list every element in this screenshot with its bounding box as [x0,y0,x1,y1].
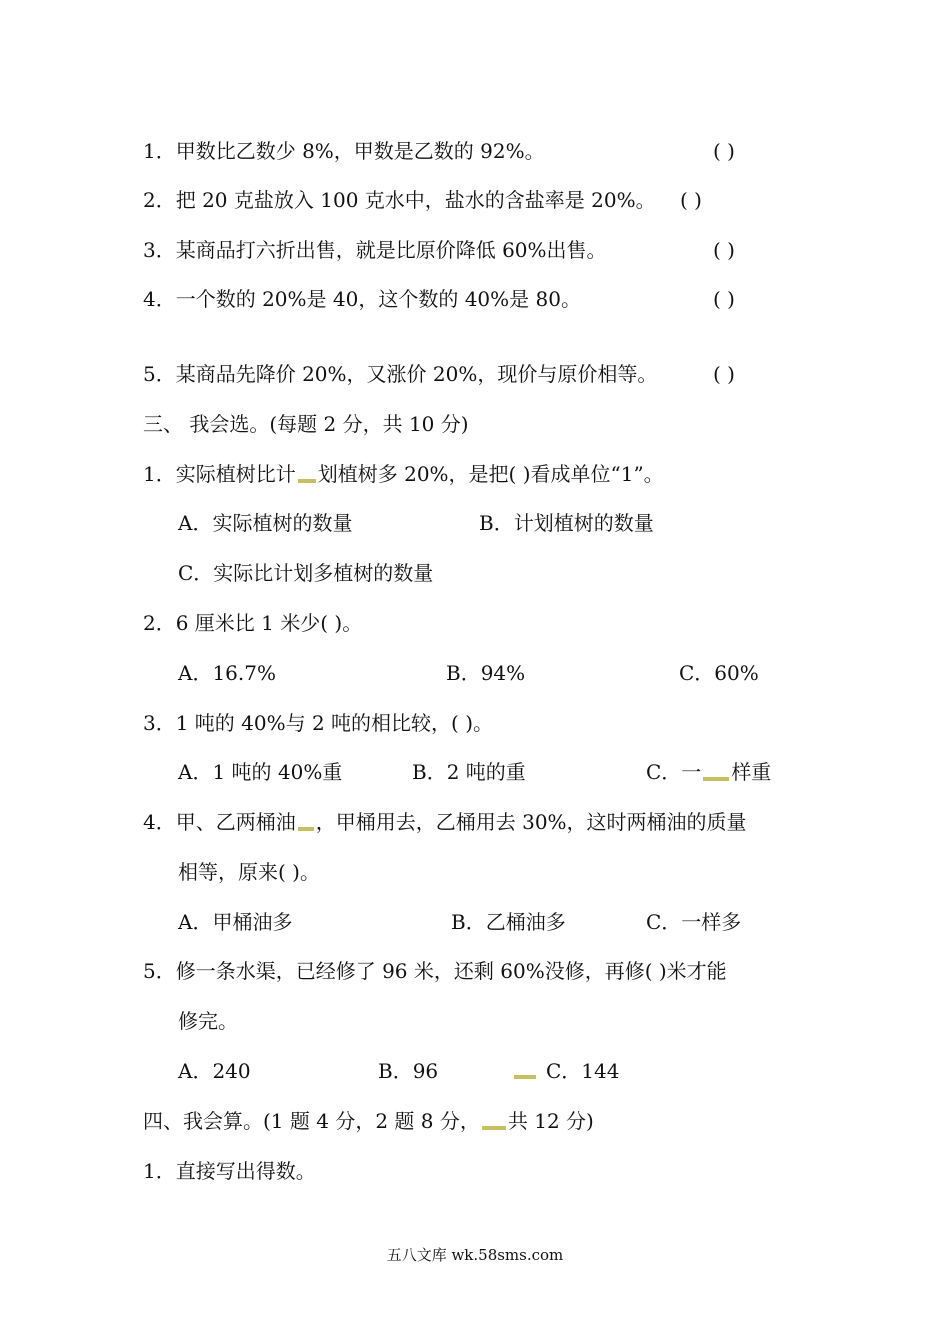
q3-option-b[interactable]: B．2 吨的重 [412,760,526,784]
judge-item-3: 3．某商品打六折出售，就是比原价降低 60%出售。 [143,238,607,262]
q3-option-c-text-b: 样重 [731,760,772,784]
q4-option-b[interactable]: B．乙桶油多 [451,910,566,934]
answer-blank-3[interactable]: ( ) [713,238,735,262]
q2-option-c[interactable]: C．60% [679,661,759,685]
section-3-title: 三、 我会选。(每题 2 分，共 10 分) [143,412,469,436]
q5-option-a[interactable]: A．240 [178,1059,251,1083]
choice-q4-text-a: 4．甲、乙两桶油 [143,810,296,834]
judge-item-5: 5．某商品先降价 20%，又涨价 20%，现价与原价相等。 [143,362,658,386]
q1-option-a[interactable]: A．实际植树的数量 [178,511,353,535]
choice-q1-text-a: 1．实际植树比计 [143,462,296,486]
section-4-title-b: 共 12 分) [507,1109,594,1133]
answer-blank-5[interactable]: ( ) [713,362,735,386]
choice-q4 [143,809,747,835]
q1-option-b[interactable]: B．计划植树的数量 [479,511,654,535]
answer-blank-4[interactable]: ( ) [713,287,735,311]
q4-option-a[interactable]: A．甲桶油多 [178,910,293,934]
q3-option-a[interactable]: A．1 吨的 40%重 [178,760,343,784]
highlight-mark [703,777,729,781]
choice-q1-text-b: 划植树多 20%，是把( )看成单位“1”。 [317,462,664,486]
choice-q5: 5．修一条水渠，已经修了 96 米，还剩 60%没修，再修( )米才能 [143,959,727,983]
q2-option-b[interactable]: B．94% [446,661,526,685]
highlight-mark [298,827,314,831]
q3-option-c-text-a: C．一 [646,760,702,784]
answer-blank-1[interactable]: ( ) [713,139,735,163]
judge-item-4: 4．一个数的 20%是 40，这个数的 40%是 80。 [143,287,581,311]
page-footer: 五八文库 wk.58sms.com [386,1246,564,1264]
q4-option-c[interactable]: C．一样多 [646,910,742,934]
choice-q4-continued: 相等，原来( )。 [178,860,320,884]
judge-item-2: 2．把 20 克盐放入 100 克水中，盐水的含盐率是 20%。 [143,188,656,212]
choice-q4-text-b: ，甲桶用去，乙桶用去 30%，这时两桶油的质量 [315,810,747,834]
choice-q2: 2．6 厘米比 1 米少( )。 [143,611,363,635]
section-4-title [143,1108,594,1134]
section-4-title-a: 四、我会算。(1 题 4 分，2 题 8 分， [143,1109,480,1133]
calc-q1: 1．直接写出得数。 [143,1159,316,1183]
q5-option-c[interactable]: C．144 [546,1059,620,1083]
highlight-mark [514,1075,536,1079]
judge-item-1: 1．甲数比乙数少 8%，甲数是乙数的 92%。 [143,139,545,163]
choice-q3: 3．1 吨的 40%与 2 吨的相比较，( )。 [143,711,494,735]
answer-blank-2[interactable]: ( ) [680,188,702,212]
q3-option-c[interactable] [646,759,771,785]
q1-option-c[interactable]: C．实际比计划多植树的数量 [178,561,434,585]
q2-option-a[interactable]: A．16.7% [178,661,276,685]
choice-q1 [143,461,664,487]
choice-q5-continued: 修完。 [178,1009,238,1033]
q5-option-b[interactable]: B．96 [378,1059,439,1083]
highlight-mark [298,479,316,483]
highlight-mark [482,1126,506,1130]
